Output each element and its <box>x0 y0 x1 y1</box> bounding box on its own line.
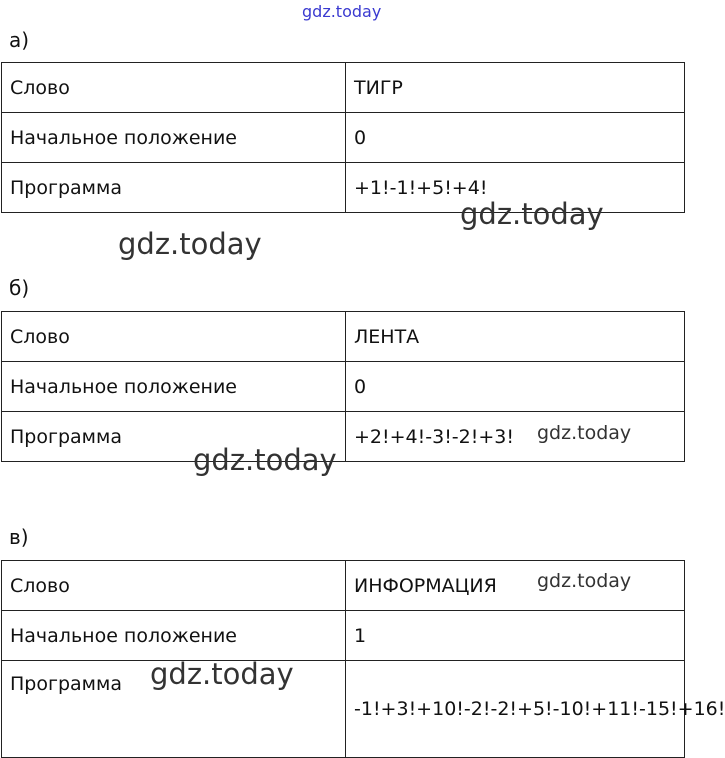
value-cell: +1!-1!+5!+4! <box>346 163 685 213</box>
watermark: gdz.today <box>537 570 632 592</box>
section-label-a: а) <box>9 28 30 52</box>
key-cell: Начальное положение <box>2 611 346 661</box>
table-row <box>2 362 685 412</box>
watermark: gdz.today <box>118 227 262 261</box>
table-row <box>2 312 685 362</box>
watermark-top: gdz.today <box>302 2 382 21</box>
key-cell: Слово <box>2 63 346 113</box>
table-a <box>1 62 685 213</box>
table-row <box>2 63 685 113</box>
table-row <box>2 113 685 163</box>
value-cell: 0 <box>346 362 685 412</box>
watermark: gdz.today <box>460 197 604 231</box>
value-cell: -1!+3!+10!-2!-2!+5!-10!+11!-15!+16! <box>346 661 685 758</box>
key-cell: Начальное положение <box>2 362 346 412</box>
watermark: gdz.today <box>193 443 337 477</box>
watermark: gdz.today <box>150 657 294 691</box>
table-row <box>2 611 685 661</box>
key-cell: Программа <box>2 412 346 462</box>
key-cell: Начальное положение <box>2 113 346 163</box>
value-cell: ТИГР <box>346 63 685 113</box>
key-cell: Слово <box>2 561 346 611</box>
section-label-c: в) <box>9 525 29 549</box>
key-cell: Слово <box>2 312 346 362</box>
key-cell: Программа <box>2 661 346 758</box>
section-label-b: б) <box>9 276 30 300</box>
value-cell: ИНФОРМАЦИЯ <box>346 561 685 611</box>
key-cell: Программа <box>2 163 346 213</box>
table-row <box>2 661 685 758</box>
value-cell: ЛЕНТА <box>346 312 685 362</box>
value-cell: 1 <box>346 611 685 661</box>
value-cell: 0 <box>346 113 685 163</box>
watermark: gdz.today <box>537 422 632 444</box>
value-cell: +2!+4!-3!-2!+3! <box>346 412 685 462</box>
